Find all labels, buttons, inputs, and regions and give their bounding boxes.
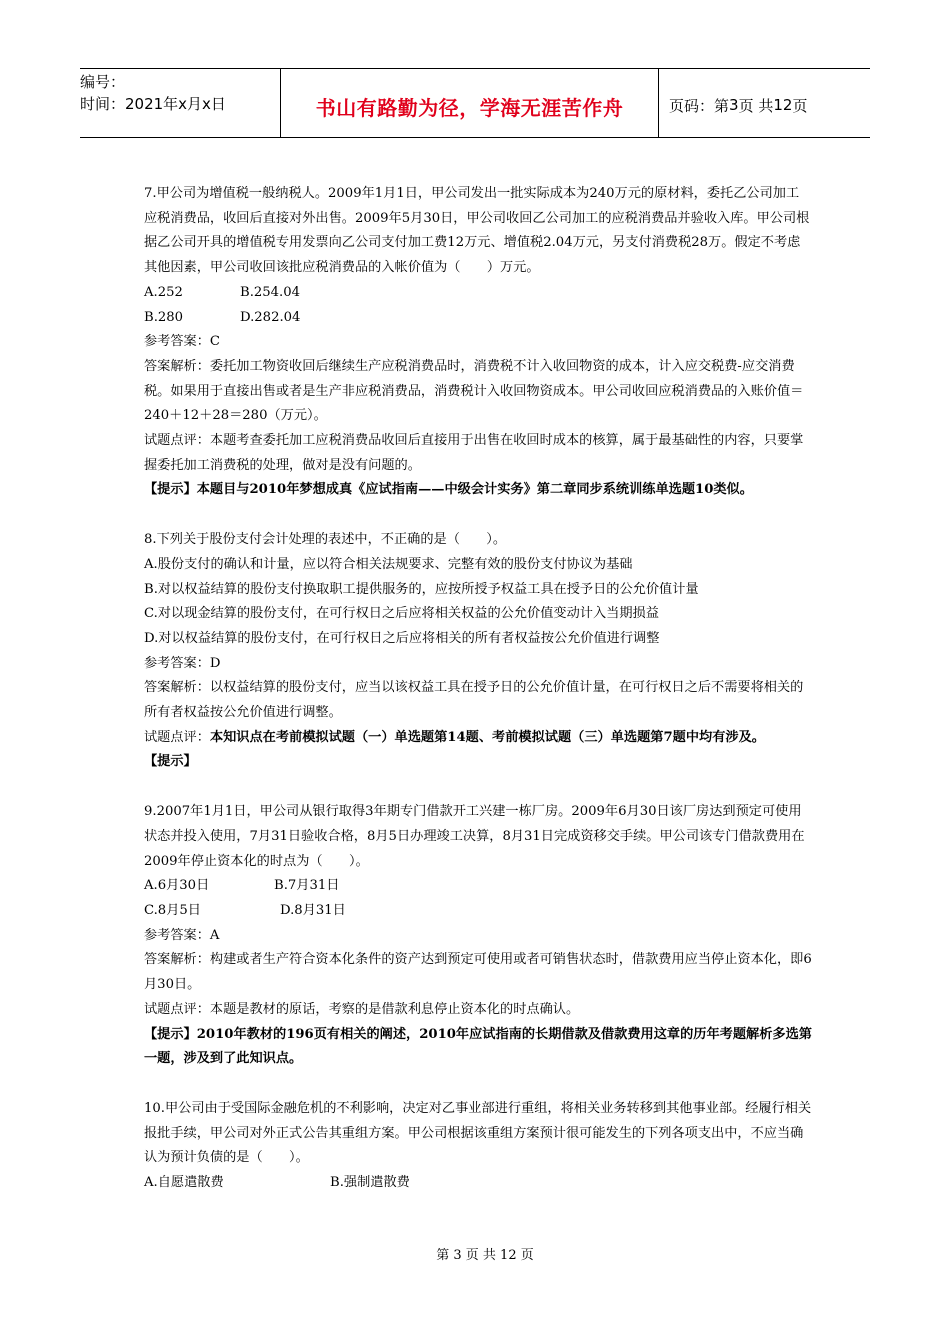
question-comment: 试题点评：本题是教材的原话，考察的是借款利息停止资本化的时点确认。 bbox=[144, 1001, 580, 1017]
question-stem: 8.下列关于股份支付会计处理的表述中，不正确的是（ ）。 bbox=[144, 532, 507, 548]
answer-analysis: 答案解析：构建或者生产符合资本化条件的资产达到预定可使用或者可销售状态时，借款费用应当停止资本化，即6月30日。 bbox=[144, 952, 812, 993]
answer-analysis: 答案解析：以权益结算的股份支付，应当以该权益工具在授予日的公允价值计量，在可行权日之后不需要将相关的所有者权益按公允价值进行调整。 bbox=[144, 680, 804, 721]
option-c: C.8月5日 bbox=[144, 902, 201, 918]
option-a: A.6月30日 bbox=[144, 878, 210, 894]
question-8 bbox=[144, 528, 812, 775]
header-page-prefix: 页码：第 bbox=[669, 96, 730, 115]
reference-answer: 参考答案：D bbox=[144, 655, 221, 671]
question-stem: 10.甲公司由于受国际金融危机的不利影响，决定对乙事业部进行重组，将相关业务转移到其他事业部。经履行相关报批手续，甲公司对外正式公告其重组方案。甲公司根据该重组方案预计很可能发生的下列各项支出中，不应当确认为预计负债的是（ ）。 bbox=[144, 1100, 812, 1166]
option-row bbox=[144, 1171, 812, 1196]
question-comment: 试题点评：本题考查委托加工应税消费品收回后直接用于出售在收回时成本的核算，属于最基础性的内容，只要掌握委托加工消费税的处理，做对是没有问题的。 bbox=[144, 433, 804, 473]
question-tip: 【提示】 bbox=[144, 754, 197, 770]
option-row bbox=[144, 306, 812, 331]
comment-label: 试题点评： bbox=[144, 729, 210, 745]
option-b: B.强制遣散费 bbox=[330, 1175, 410, 1191]
reference-answer: 参考答案：A bbox=[144, 927, 220, 943]
option-b: B.254.04 bbox=[240, 284, 301, 300]
header-number-label: 编号： bbox=[80, 73, 126, 91]
header-motto: 书山有路勤为径，学海无涯苦作舟 bbox=[281, 69, 659, 137]
header-page-num: 3 bbox=[729, 96, 739, 114]
reference-answer: 参考答案：C bbox=[144, 334, 221, 350]
question-stem: 7.甲公司为增值税一般纳税人。2009年1月1日，甲公司发出一批实际成本为240万元的原材料，委托乙公司加工应税消费品，收回后直接对外出售。2009年5月30日，甲公司收回乙公司加工的应税消费品并验收入库。甲公司根据乙公司开具的增值税专用发票向乙公司支付加工费12万元、增值税2.04万元，另支付消费税28万。假定不考虑其他因素，甲公司收回该批应税消费品的入帐价值为（ ）万元。 bbox=[144, 186, 810, 276]
question-tip: 【提示】2010年教材的196页有相关的阐述，2010年应试指南的长期借款及借款费用这章的历年考题解析多选第一题，涉及到了此知识点。 bbox=[144, 1026, 812, 1067]
page-header bbox=[80, 68, 870, 138]
header-page-suffix: 页 bbox=[792, 96, 808, 115]
comment-text: 本知识点在考前模拟试题（一）单选题第14题、考前模拟试题（三）单选题第7题中均有涉及。 bbox=[209, 729, 765, 745]
question-stem: 9.2007年1月1日，甲公司从银行取得3年期专门借款开工兴建一栋厂房。2009年6月30日该厂房达到预定可使用状态并投入使用，7月31日验收合格，8月5日办理竣工决算，8月31日完成资移交手续。甲公司该专门借款费用在2009年停止资本化的时点为（ ）。 bbox=[144, 804, 805, 869]
question-9 bbox=[144, 800, 812, 1072]
option-d: D.8月31日 bbox=[280, 902, 346, 918]
answer-analysis: 答案解析：委托加工物资收回后继续生产应税消费品时，消费税不计入收回物资的成本，计入应交税费-应交消费税。如果用于直接出售或者是生产非应税消费品，消费税计入收回物资成本。甲公司收回应税消费品的入账价值＝240＋12＋28＝280（万元）。 bbox=[144, 358, 804, 424]
header-date-label: 时间：2021年x月x日 bbox=[80, 95, 226, 113]
question-7 bbox=[144, 182, 812, 503]
option-d: D.对以权益结算的股份支付，在可行权日之后应将相关的所有者权益按公允价值进行调整 bbox=[144, 630, 660, 646]
question-comment bbox=[144, 726, 812, 751]
option-c: B.280 bbox=[144, 309, 184, 325]
option-a: A.252 bbox=[144, 284, 183, 300]
option-row bbox=[144, 899, 812, 924]
option-c: C.对以现金结算的股份支付，在可行权日之后应将相关权益的公允价值变动计入当期损益 bbox=[144, 606, 659, 622]
header-page-info bbox=[659, 69, 870, 137]
page-footer: 第 3 页 共 12 页 bbox=[436, 1248, 534, 1263]
header-page-total: 12 bbox=[773, 96, 793, 114]
option-a: A.股份支付的确认和计量，应以符合相关法规要求、完整有效的股份支付协议为基础 bbox=[144, 556, 633, 572]
option-a: A.自愿遣散费 bbox=[144, 1175, 224, 1191]
header-meta bbox=[80, 69, 281, 137]
option-row bbox=[144, 281, 812, 306]
header-page-mid: 页 共 bbox=[738, 96, 774, 115]
option-d: D.282.04 bbox=[240, 309, 301, 325]
option-b: B.对以权益结算的股份支付换取职工提供服务的，应按所授予权益工具在授予日的公允价值计量 bbox=[144, 581, 699, 597]
question-10 bbox=[144, 1097, 812, 1196]
option-b: B.7月31日 bbox=[274, 878, 340, 894]
document-body bbox=[144, 182, 812, 1196]
question-tip: 【提示】本题目与2010年梦想成真《应试指南——中级会计实务》第二章同步系统训练单选题10类似。 bbox=[144, 482, 753, 498]
option-row bbox=[144, 874, 812, 899]
